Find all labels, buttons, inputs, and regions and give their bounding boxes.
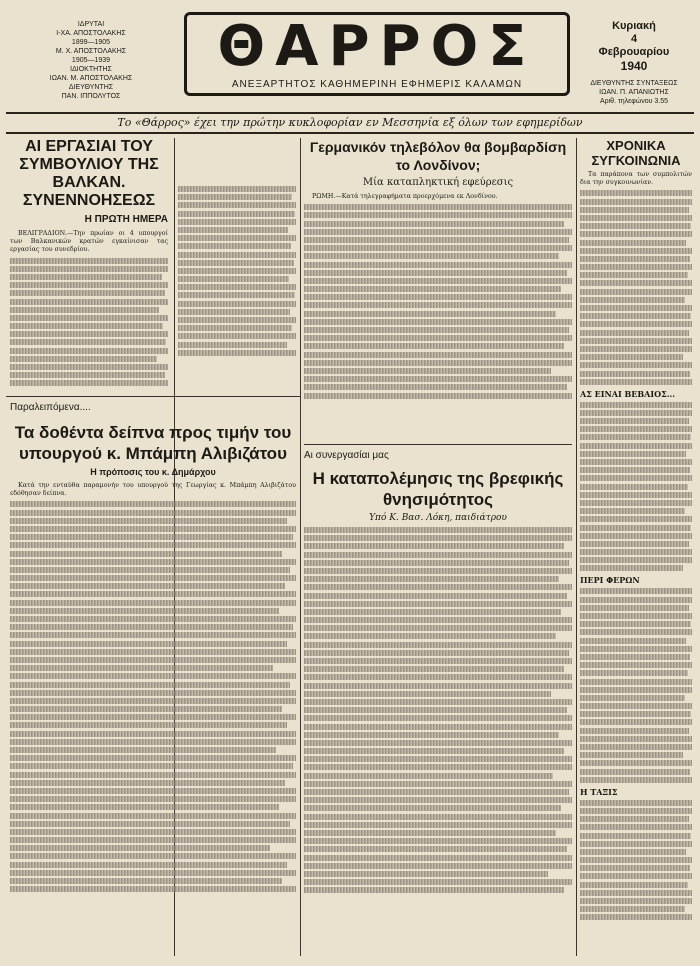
- newspaper-title: ΘΑΡΡΟΣ: [217, 14, 537, 79]
- article-body-text: [580, 800, 692, 921]
- article-body-text: [304, 527, 572, 893]
- article-subhead: Η πρόποσις του κ. Δημάρχου: [90, 467, 216, 477]
- article-kicker: Παραλειπόμενα....: [10, 402, 91, 413]
- article-headline: Γερμανικόν τηλεβόλον θα βομβαρδίση το Λονδίνον;: [309, 139, 567, 173]
- article-kicker: ΠΕΡΙ ΦΕΡΩΝ: [580, 575, 640, 586]
- circulation-banner: Το «Θάρρος» έχει την πρώτην κυκλοφορίαν εν Μεσσηνία εξ όλων των εφημερίδων: [6, 114, 694, 134]
- date-number: 4: [630, 33, 638, 45]
- article-chronicles: [580, 138, 692, 950]
- newspaper-logo: [184, 12, 570, 96]
- article-kicker: Η ΤΑΞΙΣ: [580, 786, 618, 797]
- column-divider: [300, 138, 301, 956]
- article-lead: ΡΩΜΗ.—Κατά τηλεγραφήματα προερχόμενα εκ Λονδίνου.: [312, 193, 498, 200]
- masthead-right-info: Κυριακή 4 Φεβρουαρίου 1940 ΔΙΕΥΘΥΝΤΗΣ ΣΥΝΤΑΞΕΩΣ ΙΩΑΝ. Π. ΑΠΑΝΙΩΤΗΣ Αριθ. τηλεφώνου 3.55: [580, 20, 688, 106]
- article-subhead: Η ΠΡΩΤΗ ΗΜΕΡΑ: [84, 214, 168, 225]
- article-body-text: [10, 501, 296, 892]
- article-balkan-continuation: [178, 138, 296, 388]
- date-day: Κυριακή: [612, 20, 656, 32]
- article-body-text: [304, 204, 572, 398]
- article-lead: Τα παράπονα των συμπολιτών δια την συγκοινωνίαν.: [580, 171, 692, 187]
- article-kicker: ΑΣ ΕΙΝΑΙ ΒΕΒΑΙΟΣ...: [580, 388, 676, 399]
- article-body-text: [580, 588, 692, 782]
- article-body-text: [178, 186, 296, 356]
- article-headline: ΑΙ ΕΡΓΑΣΙΑΙ ΤΟΥ ΣΥΜΒΟΥΛΙΟΥ ΤΗΣ ΒΑΛΚΑΝ. ΣΥΝΕΝΝΟΗΣΕΩΣ: [19, 138, 159, 209]
- article-body-text: [10, 258, 168, 388]
- article-body-text: [580, 402, 692, 572]
- section-rule: [6, 396, 300, 397]
- date-month: Φεβρουαρίου: [598, 46, 670, 58]
- masthead-left-info: ΙΔΡΥΤΑΙ Ι-ΧΑ. ΑΠΟΣΤΟΛΑΚΗΣ 1899—1905 Μ. Χ. ΑΠΟΣΤΟΛΑΚΗΣ 1905—1939 ΙΔΙΟΚΤΗΤΗΣ ΙΩΑΝ. Μ. ΑΠΟΣΤΟΛΑΚΗΣ ΔΙΕΥΘΥΝΤΗΣ ΠΑΝ. ΙΠΠΟΛΥΤΟΣ: [49, 21, 133, 100]
- masthead: [6, 4, 694, 114]
- article-german-cannon: [304, 138, 572, 438]
- article-kicker: Αι συνεργασίαι μας: [304, 450, 389, 461]
- article-headline: Η καταπολέμησις της βρεφικής θνησιμότητος: [312, 469, 564, 509]
- newspaper-subtitle: ΑΝΕΞΑΡΤΗΤΟΣ ΚΑΘΗΜΕΡΙΝΗ ΕΦΗΜΕΡΙΣ ΚΑΛΑΜΩΝ: [231, 79, 523, 90]
- article-byline: Υπό Κ. Βασ. Λόκη, παιδιάτρου: [369, 513, 507, 523]
- article-body-text: [580, 190, 692, 384]
- date-year: 1940: [620, 59, 648, 73]
- section-rule: [304, 444, 572, 445]
- column-divider: [576, 138, 577, 956]
- article-lead: ΒΕΛΙΓΡΑΔΙΟΝ.—Την πρωίαν οι 4 υπουργοί των Βαλκανικών κρατών εγκαίνισαν τας εργασίας του συνεδρίου.: [10, 230, 168, 254]
- article-dinners: [10, 402, 296, 952]
- article-lead: Κατά την ενταύθα παραμονήν του υπουργού της Γεωργίας κ. Μπάμπη Αλιβιζάτου εδόθησαν δείπνα.: [10, 482, 296, 498]
- article-balkan-council: [10, 138, 168, 388]
- newspaper-page: [6, 4, 694, 962]
- article-subhead: Μία καταπληκτική εφεύρεσις: [362, 177, 514, 188]
- article-headline: ΧΡΟΝΙΚΑ ΣΥΓΚΟΙΝΩΝΙΑ: [591, 138, 681, 168]
- article-infant-mortality: [304, 450, 572, 950]
- article-headline: Τα δοθέντα δείπνα προς τιμήν του υπουργού κ. Μπάμπη Αλιβιζάτου: [14, 423, 292, 463]
